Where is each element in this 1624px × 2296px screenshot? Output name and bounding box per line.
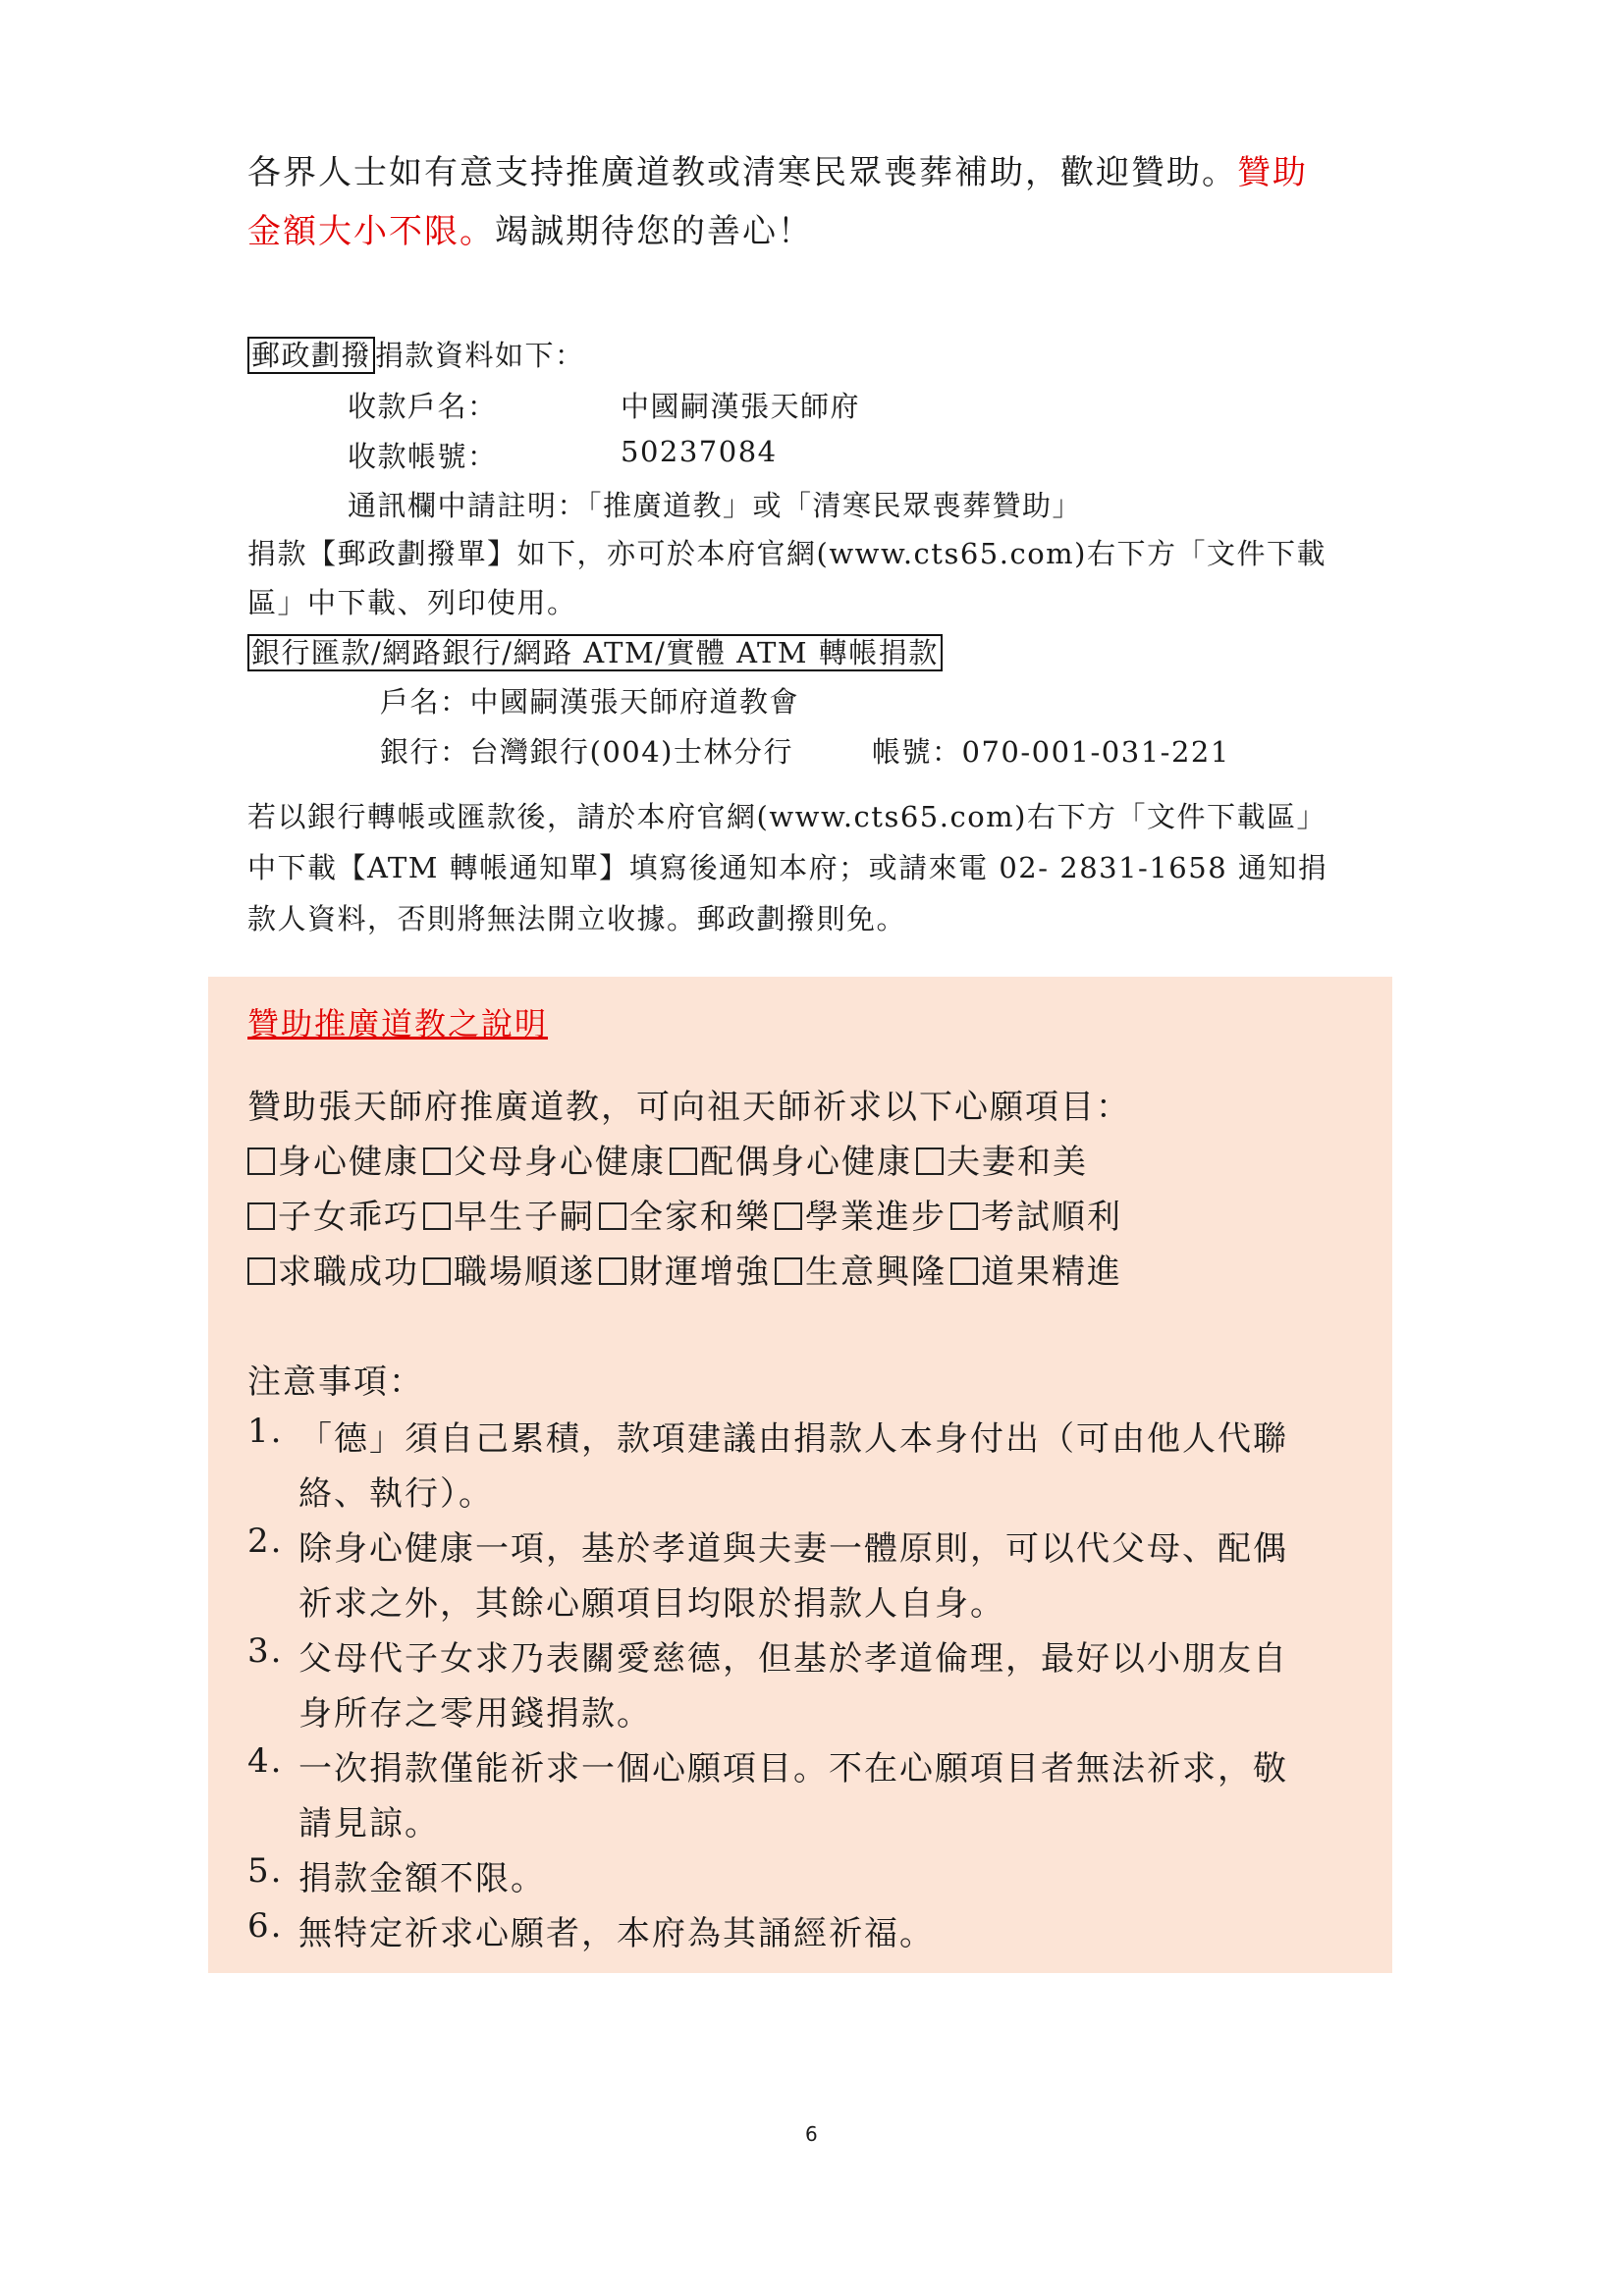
checkbox-icon[interactable] bbox=[247, 1257, 275, 1285]
note-number: 3. bbox=[247, 1631, 284, 1671]
wish-row-3 bbox=[247, 1245, 1126, 1293]
page-number: 6 bbox=[805, 2122, 818, 2146]
wish-row-2 bbox=[247, 1190, 1126, 1238]
postal-heading bbox=[247, 334, 585, 374]
wish-item[interactable]: 職場順遂 bbox=[423, 1245, 595, 1293]
wish-item[interactable]: 子女乖巧 bbox=[247, 1190, 419, 1238]
notice-line-2: 中下載【ATM 轉帳通知單】填寫後通知本府；或請來電 02- 2831-1658 通知捐 bbox=[247, 851, 1328, 884]
wish-item[interactable]: 父母身心健康 bbox=[423, 1135, 666, 1183]
note-number: 6. bbox=[247, 1906, 284, 1946]
wish-item[interactable]: 夫妻和美 bbox=[916, 1135, 1088, 1183]
explanation-lead: 贊助張天師府推廣道教，可向祖天師祈求以下心願項目： bbox=[247, 1088, 1131, 1127]
note-text: 「德」須自己累積，款項建議由捐款人本身付出（可由他人代聯 bbox=[298, 1419, 1288, 1459]
postal-memo: 通訊欄中請註明：「推廣道教」或「清寒民眾喪葬贊助」 bbox=[348, 489, 1083, 522]
postal-account-label: 收款帳號： bbox=[348, 440, 498, 473]
checkbox-icon[interactable] bbox=[247, 1202, 275, 1230]
note-text: 無特定祈求心願者，本府為其誦經祈福。 bbox=[298, 1914, 935, 1953]
intro-line-1 bbox=[247, 145, 1308, 193]
checkbox-icon[interactable] bbox=[670, 1148, 697, 1175]
note-number: 2. bbox=[247, 1522, 284, 1561]
intro-text: 竭誠期待您的善心！ bbox=[495, 212, 813, 251]
checkbox-icon[interactable] bbox=[950, 1257, 978, 1285]
intro-text: 各界人士如有意支持推廣道教或清寒民眾喪葬補助，歡迎贊助。 bbox=[247, 153, 1237, 192]
checkbox-icon[interactable] bbox=[775, 1202, 802, 1230]
bank-heading bbox=[247, 631, 943, 671]
wish-item[interactable]: 生意興隆 bbox=[775, 1245, 947, 1293]
notice-line-1: 若以銀行轉帳或匯款後，請於本府官網(www.cts65.com)右下方「文件下載區」 bbox=[247, 800, 1326, 833]
checkbox-icon[interactable] bbox=[599, 1202, 626, 1230]
note-text: 一次捐款僅能祈求一個心願項目。不在心願項目者無法祈求，敬 bbox=[298, 1749, 1288, 1789]
postal-label: 郵政劃撥 bbox=[247, 337, 375, 374]
wish-row-1 bbox=[247, 1135, 1092, 1183]
postal-slip-line-2: 區」中下載、列印使用。 bbox=[247, 586, 577, 619]
intro-line-2 bbox=[247, 204, 813, 252]
checkbox-icon[interactable] bbox=[599, 1257, 626, 1285]
checkbox-icon[interactable] bbox=[423, 1257, 451, 1285]
explanation-title: 贊助推廣道教之說明 bbox=[247, 1005, 549, 1042]
wish-item[interactable]: 身心健康 bbox=[247, 1135, 419, 1183]
wish-item[interactable]: 早生子嗣 bbox=[423, 1190, 595, 1238]
checkbox-icon[interactable] bbox=[423, 1202, 451, 1230]
postal-slip-line-1: 捐款【郵政劃撥單】如下，亦可於本府官網(www.cts65.com)右下方「文件下載 bbox=[247, 537, 1326, 570]
checkbox-icon[interactable] bbox=[775, 1257, 802, 1285]
checkbox-icon[interactable] bbox=[950, 1202, 978, 1230]
wish-item[interactable]: 全家和樂 bbox=[599, 1190, 771, 1238]
note-text: 除身心健康一項，基於孝道與夫妻一體原則，可以代父母、配偶 bbox=[298, 1529, 1288, 1569]
bank-label: 銀行匯款/網路銀行/網路 ATM/實體 ATM 轉帳捐款 bbox=[247, 634, 943, 671]
checkbox-icon[interactable] bbox=[247, 1148, 275, 1175]
wish-item[interactable]: 財運增強 bbox=[599, 1245, 771, 1293]
wish-item[interactable]: 求職成功 bbox=[247, 1245, 419, 1293]
wish-item[interactable]: 學業進步 bbox=[775, 1190, 947, 1238]
note-text: 祈求之外，其餘心願項目均限於捐款人自身。 bbox=[298, 1584, 1005, 1624]
note-number: 5. bbox=[247, 1851, 284, 1891]
checkbox-icon[interactable] bbox=[423, 1148, 451, 1175]
postal-heading-text: 捐款資料如下： bbox=[375, 339, 585, 372]
postal-account-value: 50237084 bbox=[621, 435, 778, 468]
bank-account-name: 戶名：中國嗣漢張天師府道教會 bbox=[380, 685, 800, 719]
notice-line-3: 款人資料，否則將無法開立收據。郵政劃撥則免。 bbox=[247, 902, 907, 935]
bank-account-number: 帳號：070-001-031-221 bbox=[872, 735, 1230, 769]
intro-highlight: 金額大小不限。 bbox=[247, 212, 495, 251]
checkbox-icon[interactable] bbox=[916, 1148, 944, 1175]
intro-highlight: 贊助 bbox=[1237, 153, 1308, 192]
note-text: 捐款金額不限。 bbox=[298, 1859, 546, 1898]
note-number: 4. bbox=[247, 1741, 284, 1781]
wish-item[interactable]: 考試順利 bbox=[950, 1190, 1122, 1238]
postal-name-value: 中國嗣漢張天師府 bbox=[621, 390, 861, 423]
bank-info: 銀行：台灣銀行(004)士林分行 bbox=[380, 735, 793, 769]
postal-name-label: 收款戶名： bbox=[348, 390, 498, 423]
note-number: 1. bbox=[247, 1412, 284, 1451]
wish-item[interactable]: 配偶身心健康 bbox=[670, 1135, 912, 1183]
note-text: 父母代子女求乃表關愛慈德，但基於孝道倫理，最好以小朋友自 bbox=[298, 1639, 1288, 1679]
note-text: 請見諒。 bbox=[298, 1804, 440, 1843]
note-text: 身所存之零用錢捐款。 bbox=[298, 1694, 652, 1734]
wish-item[interactable]: 道果精進 bbox=[950, 1245, 1122, 1293]
note-text: 絡、執行）。 bbox=[298, 1474, 494, 1514]
notes-title: 注意事項： bbox=[247, 1362, 424, 1402]
